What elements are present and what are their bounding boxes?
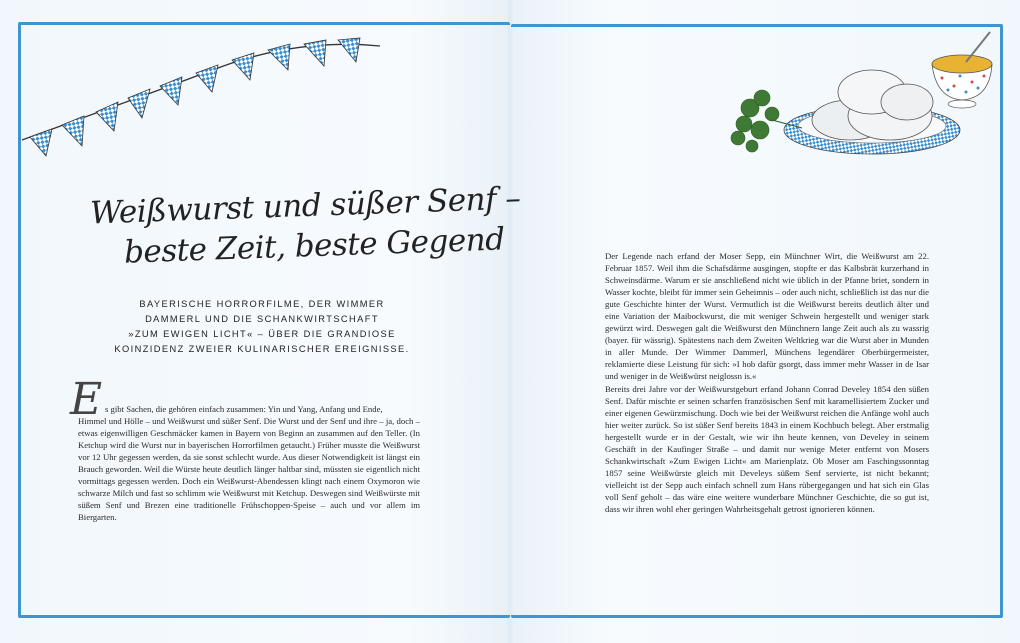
- subtitle-line: KOINZIDENZ ZWEIER KULINARISCHER EREIGNISSE.: [114, 344, 410, 354]
- subtitle-line: DAMMERL UND DIE SCHANKWIRTSCHAFT: [145, 314, 379, 324]
- right-paragraph-2: Bereits drei Jahre vor der Weißwurstgeburt erfand Johann Conrad Develey 1854 den süßen Senf. Dafür mischte er seinen scharfen französischen Senf mit karamellisiertem Zucker und einer eigenen Gewürzmischung. Doch wie bei der Weißwurst reichen die Anfänge wohl auch hier weiter zurück. So ist süßer Senf bereits 1843 in einem Kochbuch belegt. Aber erstmalig hergestellt wurde er in der Gestalt, wie wir ihn heute kennen, von Develey in seinem Geschäft in der Kaufinger Straße – und damit nur wenige Meter entfernt von Mosers Schankwirtschaft »Zum Ewigen Licht« am Marienplatz. Ob Moser am Faschingssonntag 1857 seine Weißwürste gleich mit Develeys süßem Senf servierte, ist nicht bekannt; vielleicht ist der Sepp auch einfach schnell zum Hans rübergegangen und hat sich ein Glas voll Senf geholt – das wäre eine weitere wunderbare Münchner Geschichte, die so gut ist, dass wir ihren wohl eher geringen Wahrheitsgehalt getrost ignorieren können.: [605, 384, 929, 514]
- intro-paragraph: Himmel und Hölle – und Weißwurst und süßer Senf. Die Wurst und der Senf und ihre – ja, doch – etwas eigenwilligen Geschmäcker kamen in Bayern von Beginn an zusammen auf den Teller. (In Ketchup wird die Wurst nur in bayerischen Horrorfilmen getaucht.) Früher musste die Weißwurst vor 12 Uhr gegessen werden, da sie sonst schlecht wurde. Aus dieser Notwendigkeit ist längst ein Brauch geworden. Weil die Würste heute deutlich länger haltbar sind, müssten sie eigentlich nicht vormittags gegessen werden. Doch ein Weißwurst-Abendessen klingt nach einem Oxymoron wie schwarze Milch und fast so schlimm wie Weißwurst mit Ketchup. Deswegen sind Weißwürste mit süßem Senf und Brezen eine traditionelle Frühschoppen-Speise – auch und vor allem im Biergarten.: [78, 416, 420, 522]
- bavarian-bunting-illustration: [18, 28, 388, 168]
- title-line-1: Weißwurst und süßer Senf –: [89, 180, 521, 232]
- subtitle-line: BAYERISCHE HORRORFILME, DER WIMMER: [139, 299, 385, 309]
- weisswurst-plate-illustration: [722, 28, 1012, 178]
- intro-first-line: s gibt Sachen, die gehören einfach zusammen: Yin und Yang, Anfang und Ende,: [105, 404, 383, 414]
- title-line-2: beste Zeit, beste Gegend: [123, 221, 506, 271]
- subtitle: [112, 297, 412, 357]
- subtitle-line: »ZUM EWIGEN LICHT« – ÜBER DIE GRANDIOSE: [128, 329, 396, 339]
- right-paragraph-1: Der Legende nach erfand der Moser Sepp, ein Münchner Wirt, die Weißwurst am 22. Februar 1857. Weil ihm die Schafsdärme ausgingen, stopfte er das Kalbsbrät kurzerhand in Schweinsdärme. Warum er sie anschließend nicht wie üblich in der Pfanne briet, sondern in Wasser kochte, bleibt für immer sein Geheimnis – oder auch nicht, schließlich ist das nur die gute Geschichte hinter der Wurst. Vermutlich ist die Weißwurst bereits deutlich älter und eine Variation der Maibockwurst, die mit weniger Schwein hergestellt und weniger stark gewürzt wird. Deswegen galt die Weißwurst den Münchnern lange Zeit auch als zu wassrig (bayer. für wässrig). Spätestens nach dem Zweiten Weltkrieg war die Wurst aber in Munden in aller Munde. Der Wimmer Dammerl, Münchens legendärer Oberbürgermeister, reklamierte diese Leistung für sich: »I hob dafür gsorgt, dass immer mehr Wasser in de Isar und weniger in de Weißwürst neiglossn is.«: [605, 251, 929, 381]
- drop-cap: E: [70, 374, 103, 425]
